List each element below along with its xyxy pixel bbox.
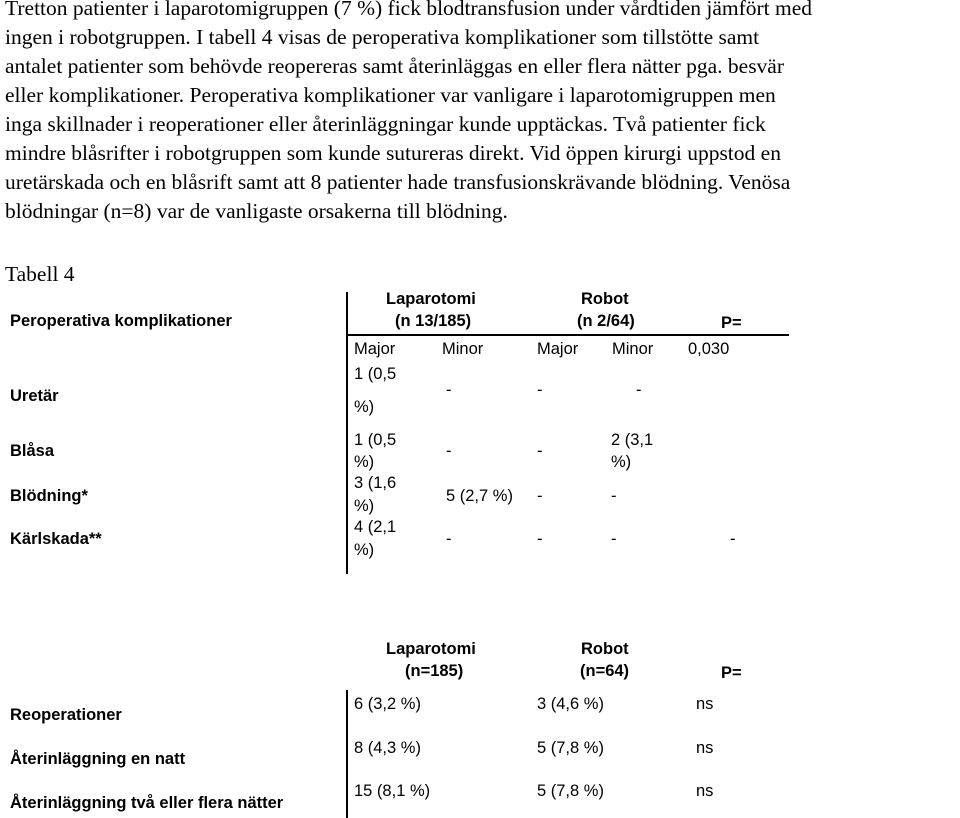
p-value: 0,030	[688, 340, 730, 358]
table-cell: 1 (0,5	[354, 365, 397, 383]
sub-header: Major	[354, 340, 396, 358]
p-header: P=	[721, 664, 742, 682]
laparotomi-count: (n 13/185)	[395, 312, 472, 330]
robot-header: Robot	[581, 290, 629, 308]
table-cell: -	[611, 530, 617, 548]
table-cell: -	[537, 381, 543, 399]
table-cell: 5 (2,7 %)	[446, 487, 513, 505]
table-cell: %)	[354, 453, 375, 471]
table-cell: -	[611, 487, 617, 505]
table-cell: ns	[696, 739, 714, 757]
paragraph-line: blödningar (n=8) var de vanligaste orsakerna till blödning.	[5, 199, 508, 223]
body-paragraph	[5, 0, 960, 226]
table-cell: 2 (3,1	[611, 431, 654, 449]
table-cell: -	[446, 381, 452, 399]
table-cell: ns	[696, 695, 714, 713]
paragraph-line: eller komplikationer. Peroperativa komplikationer var vanligare i laparotomigruppen men	[5, 83, 776, 107]
table-cell: -	[537, 530, 543, 548]
table-cell: -	[446, 442, 452, 460]
table-cell: %)	[354, 398, 375, 416]
table-header-rule	[346, 334, 789, 336]
table-cell: -	[537, 442, 543, 460]
row-label: Återinläggning två eller flera nätter	[10, 794, 284, 812]
table-cell: %)	[611, 453, 632, 471]
sub-header: Minor	[442, 340, 484, 358]
table-cell: %)	[354, 497, 375, 515]
row-label: Reoperationer	[10, 706, 122, 724]
robot-count: (n 2/64)	[577, 312, 635, 330]
robot-header: Robot	[581, 640, 629, 658]
p-header: P=	[721, 314, 742, 332]
table-cell: -	[730, 530, 736, 548]
row-label: Blödning*	[10, 487, 88, 505]
table-cell: 6 (3,2 %)	[354, 695, 421, 713]
row-label: Blåsa	[10, 442, 55, 460]
table-cell: 3 (1,6	[354, 474, 397, 492]
table-cell: 5 (7,8 %)	[537, 782, 604, 800]
paragraph-line: ingen i robotgruppen. I tabell 4 visas de peroperativa komplikationer som tillstötte samt	[5, 25, 760, 49]
row-label: Uretär	[10, 387, 59, 405]
table-cell: -	[446, 530, 452, 548]
table-cell: -	[537, 487, 543, 505]
table-cell: 15 (8,1 %)	[354, 782, 431, 800]
paragraph-line: uretärskada och en blåsrift samt att 8 patienter hade transfusionskrävande blödning. Venösa	[5, 170, 791, 194]
sub-header: Major	[537, 340, 579, 358]
table-cell: 3 (4,6 %)	[537, 695, 604, 713]
laparotomi-header: Laparotomi	[386, 290, 476, 308]
sub-header: Minor	[612, 340, 654, 358]
table-cell: 8 (4,3 %)	[354, 739, 421, 757]
paragraph-line: antalet patienter som behövde reopereras samt återinläggas en eller flera nätter pga. besvär	[5, 54, 785, 78]
row-label: Återinläggning en natt	[10, 750, 186, 768]
table-cell: 5 (7,8 %)	[537, 739, 604, 757]
paragraph-line: mindre blåsrifter i robotgruppen som kunde sutureras direkt. Vid öppen kirurgi uppstod en	[5, 141, 781, 165]
table-cell: %)	[354, 541, 375, 559]
laparotomi-count: (n=185)	[405, 662, 464, 680]
table-title: Peroperativa komplikationer	[10, 312, 232, 330]
paragraph-line: Tretton patienter i laparotomigruppen (7 %) fick blodtransfusion under vårdtiden jämfört med	[5, 0, 813, 20]
table-cell: 1 (0,5	[354, 431, 397, 449]
row-label: Kärlskada**	[10, 530, 102, 548]
laparotomi-header: Laparotomi	[386, 640, 476, 658]
robot-count: (n=64)	[580, 662, 630, 680]
table-divider	[346, 690, 348, 818]
table-caption: Tabell 4	[5, 262, 75, 286]
table-cell: -	[636, 381, 642, 399]
table-cell: 4 (2,1	[354, 518, 397, 536]
table-cell: ns	[696, 782, 714, 800]
paragraph-line: inga skillnader i reoperationer eller återinläggningar kunde upptäckas. Två patienter fick	[5, 112, 766, 136]
